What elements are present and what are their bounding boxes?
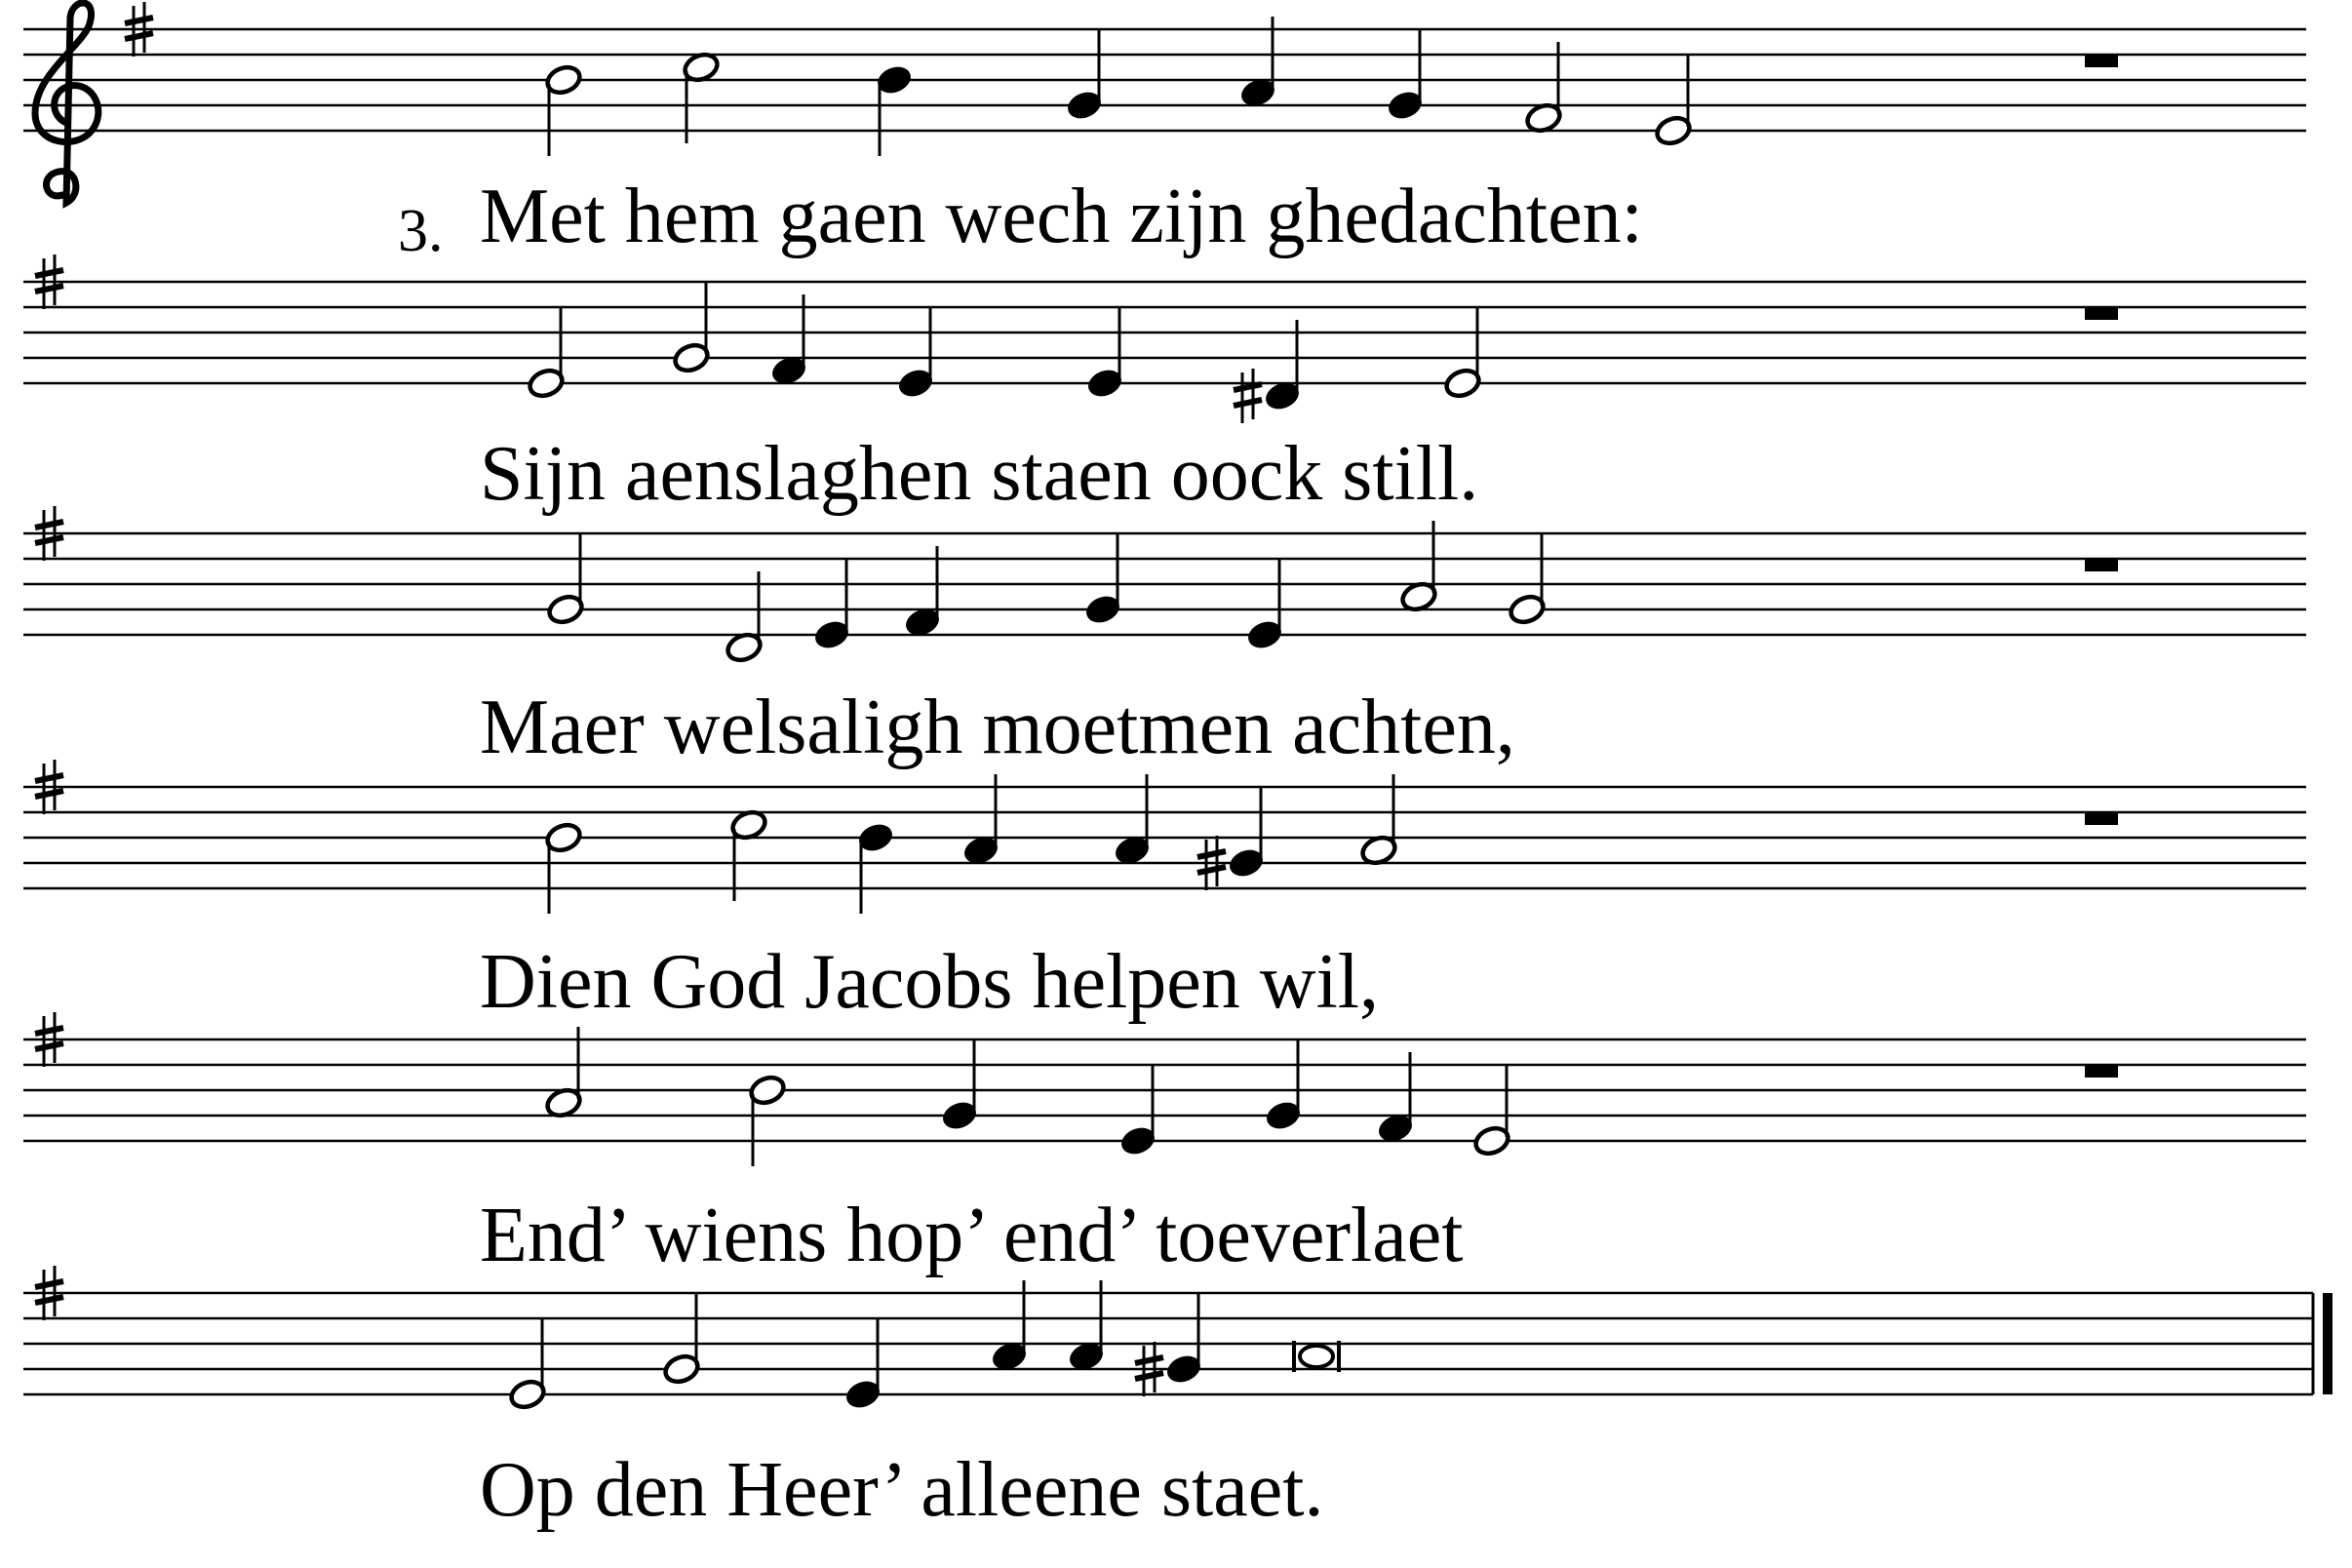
lyric-line-4: Dien God Jacobs helpen wil, <box>480 939 1380 1025</box>
lyric-line-3: Maer welsaligh moetmen achten, <box>480 685 1515 770</box>
accidental-sharp-icon <box>1234 369 1262 423</box>
whole-rest-icon <box>2085 559 2118 571</box>
whole-rest-icon <box>2085 307 2118 320</box>
whole-rest-icon <box>2085 1065 2118 1078</box>
verse-number: 3. <box>398 198 444 264</box>
breve-note <box>1300 1346 1333 1367</box>
lyric-line-2: Sijn aenslaghen staen oock still. <box>480 431 1479 517</box>
lyric-line-6: Op den Heer’ alleene staet. <box>480 1447 1324 1533</box>
lyric-line-1: Met hem gaen wech zijn ghedachten: <box>480 174 1643 259</box>
whole-rest-icon <box>2085 812 2118 825</box>
lyric-line-5: End’ wiens hop’ end’ toeverlaet <box>480 1193 1464 1278</box>
whole-rest-icon <box>2085 55 2118 67</box>
final-barline-thick <box>2323 1293 2332 1394</box>
treble-clef-icon <box>35 3 98 203</box>
